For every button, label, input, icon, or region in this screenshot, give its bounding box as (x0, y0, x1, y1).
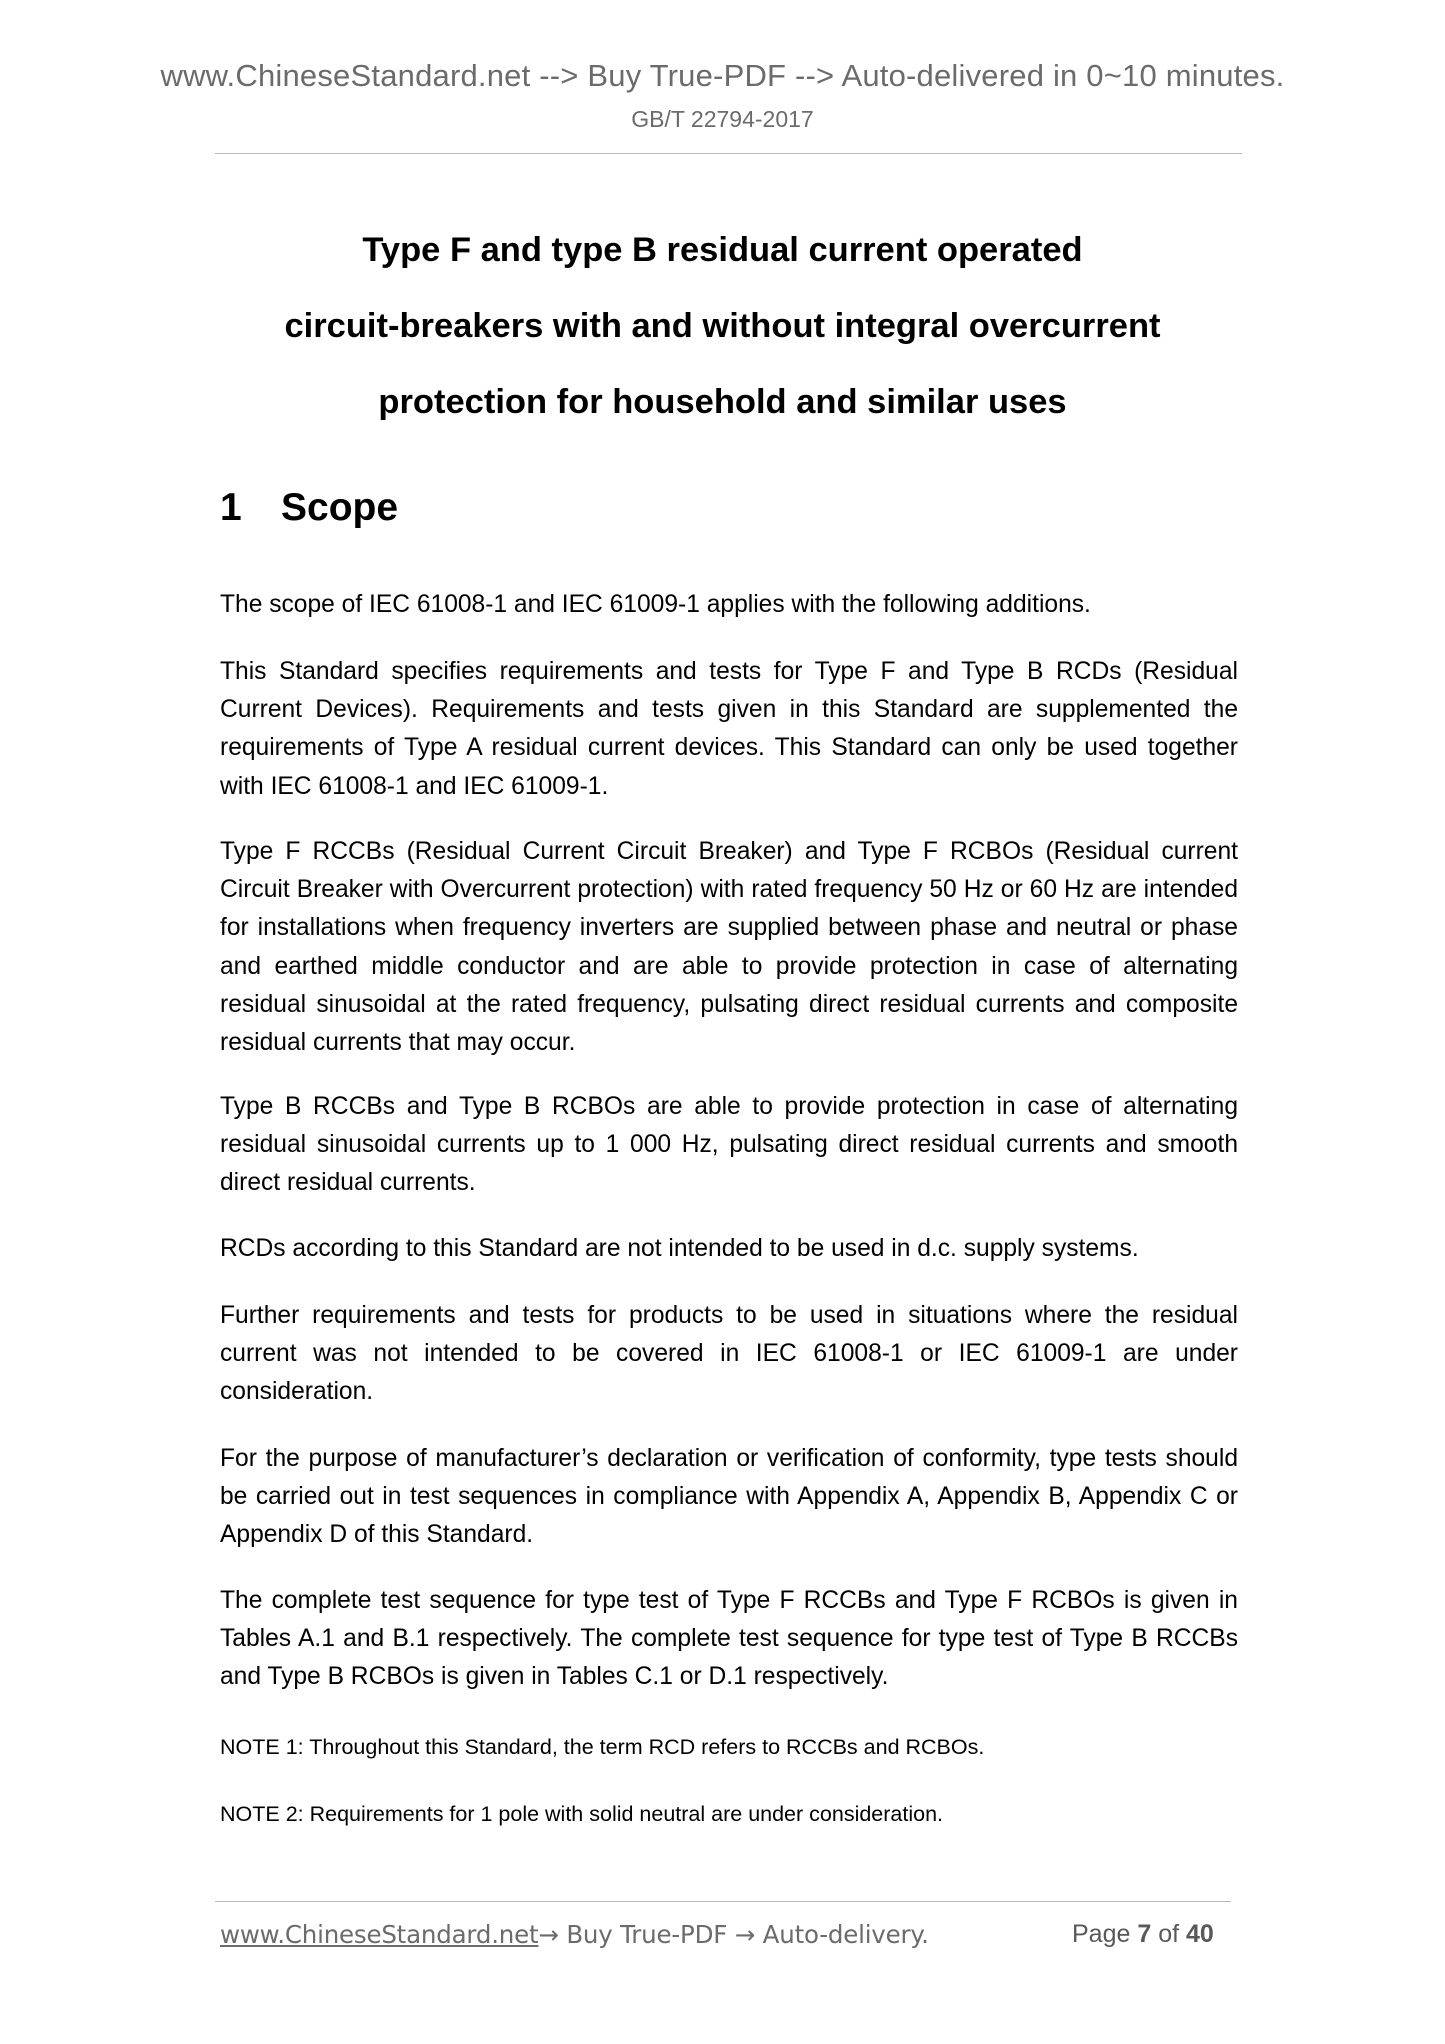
title-line: protection for household and similar uses (378, 383, 1067, 421)
paragraph: Type B RCCBs and Type B RCBOs are able to provide protection in case of alternating residual sinusoidal currents up to 1 000 Hz, pulsating direct residual currents and smooth direct residual currents. (220, 1093, 1238, 1197)
arrow-right-icon: → (538, 1920, 559, 1949)
paragraph: For the purpose of manufacturer’s declaration or verification of conformity, type tests should be carried out in test sequences in compliance with Appendix A, Appendix B, Appendix C or Appendix D of this Standard. (220, 1445, 1238, 1549)
page-indicator (1072, 1920, 1214, 1949)
page-total: 40 (1186, 1920, 1214, 1948)
section-number: 1 (220, 486, 242, 529)
footer-site-link[interactable]: www.ChineseStandard.net (220, 1920, 539, 1949)
page-label: Page (1072, 1920, 1138, 1948)
footer-buy-text: Buy True-PDF (558, 1920, 735, 1949)
footer-promo (220, 1920, 929, 1949)
document-title (160, 212, 1285, 440)
title-line: Type F and type B residual current operated (362, 231, 1083, 269)
paragraph: This Standard specifies requirements and tests for Type F and Type B RCDs (Residual Current Devices). Requirements and tests given in this Standard are supplemented the requirements of Type A residual current devices. This Standard can only be used together with IEC 61008-1 and IEC 61009-1. (220, 658, 1238, 800)
note: NOTE 1: Throughout this Standard, the term RCD refers to RCCBs and RCBOs. (220, 1735, 985, 1759)
paragraph: Type F RCCBs (Residual Current Circuit Breaker) and Type F RCBOs (Residual current Circuit Breaker with Overcurrent protection) with rated frequency 50 Hz or 60 Hz are intended for installations when frequency inverters are supplied between phase and neutral or phase and earthed middle conductor and are able to provide protection in case of alternating residual sinusoidal at the rated frequency, pulsating direct residual currents and composite residual currents that may occur. (220, 838, 1238, 1057)
footer-delivery-text: Auto-delivery. (755, 1920, 929, 1949)
footer-divider (215, 1901, 1231, 1902)
header-divider (215, 153, 1242, 154)
paragraph: RCDs according to this Standard are not intended to be used in d.c. supply systems. (220, 1235, 1139, 1262)
of-label: of (1151, 1920, 1186, 1948)
note: NOTE 2: Requirements for 1 pole with solid neutral are under consideration. (220, 1802, 944, 1826)
header-banner: www.ChineseStandard.net --> Buy True-PDF --> Auto-delivered in 0~10 minutes. (160, 58, 1285, 93)
paragraph: Further requirements and tests for products to be used in situations where the residual current was not intended to be covered in IEC 61008-1 or IEC 61009-1 are under consideration. (220, 1302, 1238, 1406)
arrow-right-icon: → (734, 1920, 756, 1949)
section-title: Scope (281, 486, 399, 529)
paragraph: The scope of IEC 61008-1 and IEC 61009-1 applies with the following additions. (220, 591, 1091, 618)
page-number: 7 (1137, 1920, 1152, 1948)
section-heading (220, 486, 398, 530)
standard-number: GB/T 22794-2017 (631, 106, 814, 132)
paragraph: The complete test sequence for type test of Type F RCCBs and Type F RCBOs is given in Tables A.1 and B.1 respectively. The complete test sequence for type test of Type B RCCBs and Type B RCBOs is given in Tables C.1 or D.1 respectively. (220, 1587, 1238, 1691)
title-line: circuit-breakers with and without integral overcurrent (284, 307, 1161, 345)
